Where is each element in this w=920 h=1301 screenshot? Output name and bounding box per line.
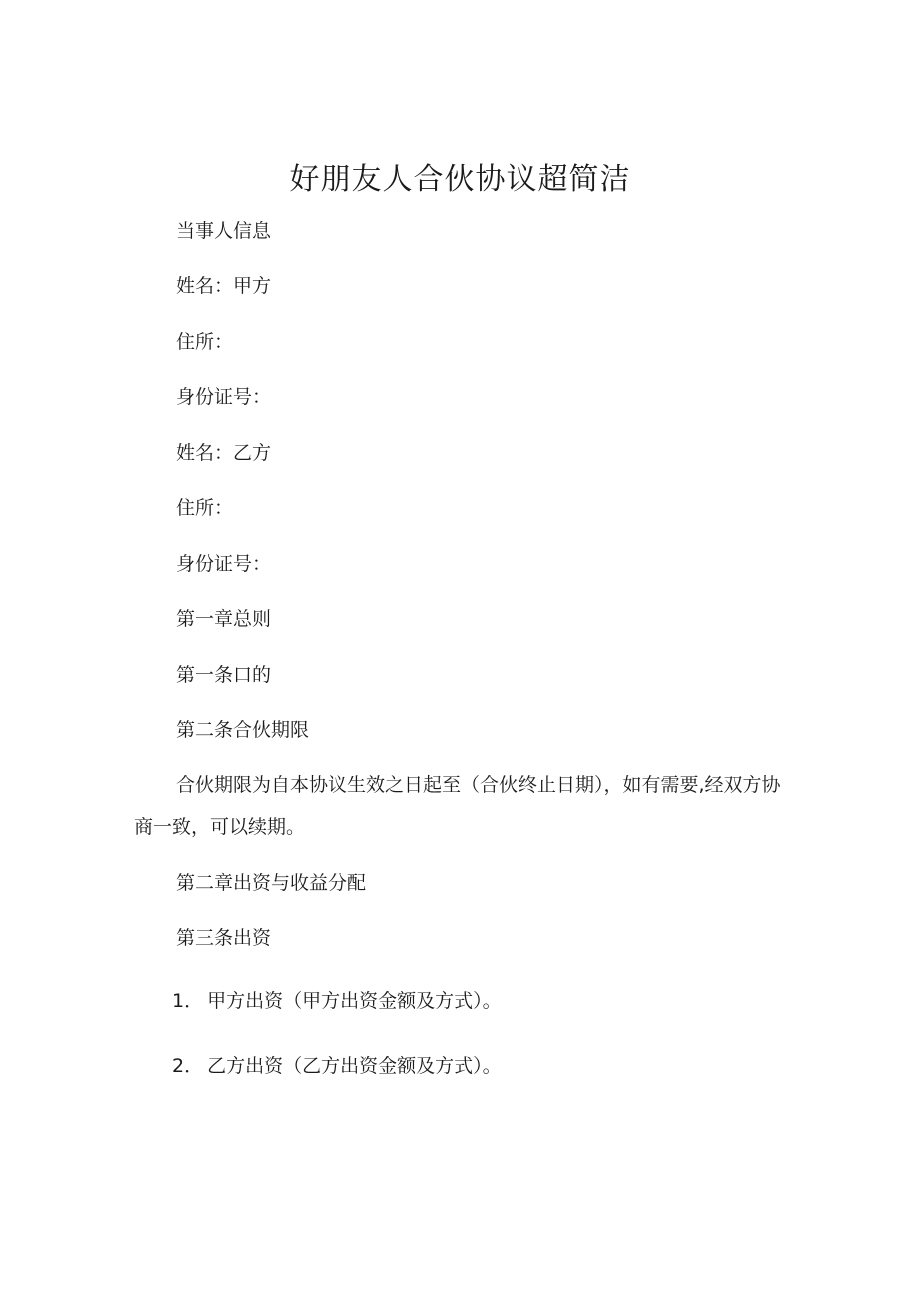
list-item: [172, 1053, 502, 1079]
party-b-address: 住所：: [176, 497, 234, 519]
list-item-number: 2．: [172, 1055, 204, 1077]
list-item-text: 乙方出资（乙方出资金额及方式）。: [207, 1055, 502, 1077]
list-item: [172, 988, 502, 1014]
party-a-address: 住所：: [176, 331, 234, 353]
list-item-text: 甲方出资（甲方出资金额及方式）。: [207, 990, 502, 1012]
article2-body: 合伙期限为自本协议生效之日起至（合伙终止日期），如有需要,经双方协商一致，可以续期。: [134, 774, 781, 838]
party-a-name: 姓名：甲方: [176, 275, 272, 297]
article1-heading: 第一条口的: [176, 664, 272, 686]
party-b-id-number: 身份证号：: [176, 553, 272, 575]
party-a-id-number: 身份证号：: [176, 386, 272, 408]
document-title: 好朋友人合伙协议超简洁: [289, 162, 631, 197]
party-info-heading: 当事人信息: [176, 220, 272, 242]
party-b-name: 姓名：乙方: [176, 442, 272, 464]
article3-heading: 第三条出资: [176, 927, 272, 949]
list-item-number: 1．: [172, 990, 204, 1012]
chapter2-title: 第二章出资与收益分配: [176, 872, 367, 894]
chapter1-title: 第一章总则: [176, 608, 272, 630]
article2-heading: 第二条合伙期限: [176, 719, 310, 741]
